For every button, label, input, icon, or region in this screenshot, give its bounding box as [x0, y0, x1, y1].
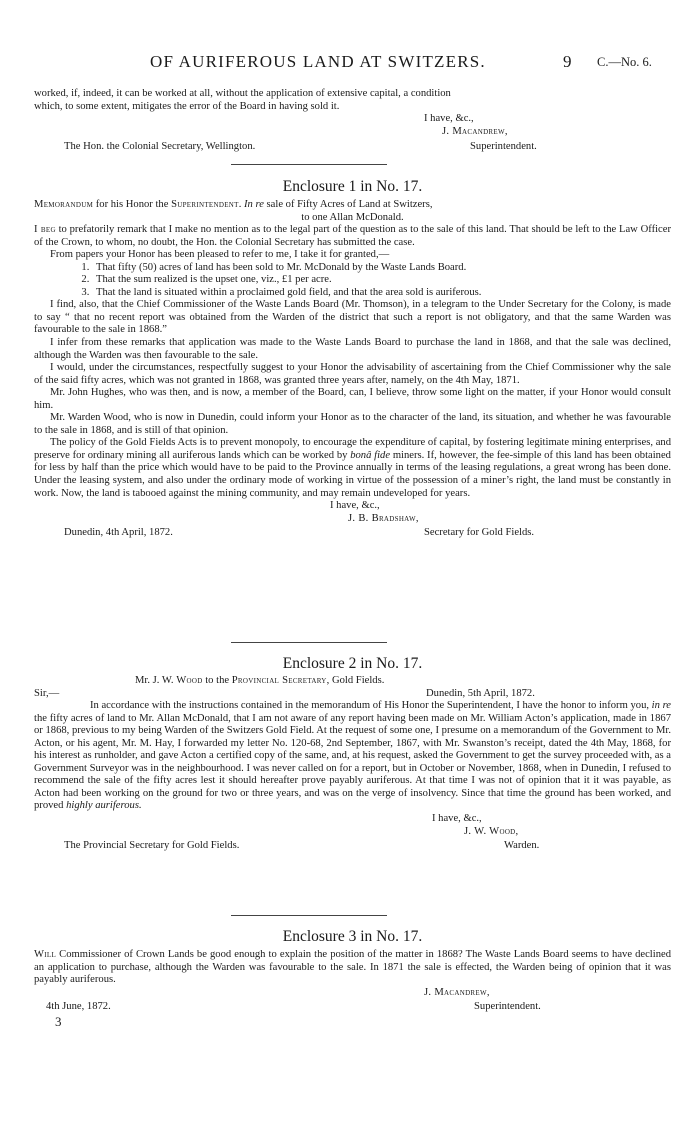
addressee: The Provincial Secretary for Gold Fields.: [64, 840, 240, 852]
paragraph: The policy of the Gold Fields Acts is to prevent monopoly, to encourage the expenditure of capital, by fostering legitimate mining enterprises, and preserve for ordinary mining all auriferous lands which can be worked by bonâ fide miners. If, however, the fee-simple of this land has been obtained for less by half than the price which would have to be paid to the Province annually in terms of the leasing regulations, a great wrong has been done. Under the leasing system, and also under the ordinary mode of working in virtue of the possession of a miner’s right, the land must be constantly in work. Now, the land is tabooed against the mining community, and may remain undeveloped for years.: [34, 437, 671, 499]
section-divider: [231, 642, 387, 643]
place-date: Dunedin, 5th April, 1872.: [426, 687, 535, 699]
signature: J. Macandrew,: [424, 986, 490, 998]
closing: I have, &c.,: [330, 500, 380, 512]
paragraph: I would, under the circumstances, respectfully suggest to your Honor the advisability of ascertaining from the Chief Commissioner why the sale of the said fifty acres, which was not granted in 1868, was granted three years after, namely, on the 4th May, 1871.: [34, 362, 671, 386]
signer-title: Superintendent.: [470, 141, 537, 153]
section-divider: [231, 915, 387, 916]
text-line: worked, if, indeed, it can be worked at all, without the application of extensive capital, a condition: [34, 88, 451, 99]
list-item: 3. That the land is situated within a proclaimed gold field, and that the area sold is auriferous.: [92, 287, 671, 300]
enclosure-2: [34, 655, 671, 853]
running-title: OF AURIFEROUS LAND AT SWITZERS.: [150, 52, 486, 71]
enclosure-heading: Enclosure 1 in No. 17.: [282, 178, 423, 195]
sheet-signature-mark: 3: [55, 1013, 62, 1029]
running-header: [0, 52, 700, 76]
list-item: 2. That the sum realized is the upset one, viz., £1 per acre.: [92, 274, 671, 287]
signer-title: Secretary for Gold Fields.: [424, 527, 535, 539]
signer-title: Warden.: [504, 840, 540, 852]
signature: J. W. Wood,: [464, 825, 519, 837]
paragraph: Mr. John Hughes, who was then, and is now, a member of the Board, can, I believe, throw some light on the matter, if your Honor would consult him.: [34, 387, 671, 411]
paragraph: In accordance with the instructions contained in the memorandum of His Honor the Superintendent, I have the honor to inform you, in re the fifty acres of land to Mr. Allan McDonald, that I am not aware of any report having been made on Mr. William Acton’s application, made in 1867 or 1868, previous to my being Warden of the Switzers Gold Field. At the request of some one, I presume on a memorandum of the Government to Mr. Acton, or his agent, Mr. M. Hay, I forwarded my letter No. 120-68, 2nd September, 1867, with Mr. Swanston’s receipt, dated the 4th May, 1868, for his interest as runholder, and gave Acton a certified copy of the same, and, at his request, asked the Government to get the survey proceeded with, as a Government Surveyor was in the neighbourhood. I was never called on for a report, but in October or November, 1868, when in Dunedin, I refused to recommend the sale of the fifty acres lest it should hereafter prove payably auriferous. At that time I was not of opinion that it it was payable, as Acton had been working on the ground for two or three years, and was on the verge of insolvency. Since that time the ground has been worked, and proved highly auriferous.: [34, 700, 671, 812]
memo-title-line2: to one Allan McDonald.: [301, 211, 404, 223]
paragraph: Will Commissioner of Crown Lands be good enough to explain the position of the matter in 1868? The Waste Lands Board seems to have declined an application to purchase, although the Warden was favourable to the sale. In 1871 the sale is effected, the Warden being of opinion that it was payably auriferous.: [34, 949, 671, 986]
paragraph: I find, also, that the Chief Commissioner of the Waste Lands Board (Mr. Thomson), in a telegram to the Under Secretary for the Colony, is made to say “ that no recent report was obtained from the Warden of the district that such a report is not obligatory, and that the same Warden was favourable to the sale in 1868.”: [34, 299, 671, 336]
paragraph: I beg to prefatorily remark that I make no mention as to the legal part of the question as to the sale of this land. That should be left to the Law Officer of the Crown, to whom, no doubt, the Hon. the Colonial Secretary has submitted the case.: [34, 224, 671, 248]
enclosure-heading: Enclosure 2 in No. 17.: [282, 655, 423, 672]
place-date: Dunedin, 4th April, 1872.: [64, 527, 173, 539]
paragraph: From papers your Honor has been pleased to refer to me, I take it for granted,—: [50, 249, 390, 261]
date: 4th June, 1872.: [46, 1001, 111, 1013]
closing: I have, &c.,: [424, 113, 474, 125]
memo-title: Memorandum for his Honor the Superintendent. In re sale of Fifty Acres of Land at Switzers,: [34, 199, 433, 210]
text-line: which, to some extent, mitigates the error of the Board in having sold it.: [34, 100, 340, 112]
numbered-list: [34, 262, 671, 300]
list-item: 1. That fifty (50) acres of land has been sold to Mr. McDonald by the Waste Lands Board.: [92, 262, 671, 275]
signature: J. Macandrew,: [442, 125, 508, 137]
section-divider: [231, 164, 387, 165]
addressee: The Hon. the Colonial Secretary, Wellington.: [64, 141, 256, 153]
letter-subtitle: Mr. J. W. Wood to the Provincial Secretary, Gold Fields.: [135, 675, 385, 686]
enclosure-1: [34, 178, 671, 540]
signature: J. B. Bradshaw,: [348, 512, 419, 524]
paragraph: I infer from these remarks that application was made to the Waste Lands Board to purchase the land in 1868, and that the sale was declined, although the Warden was then favourable to the sale.: [34, 337, 671, 361]
document-reference: C.—No. 6.: [597, 55, 652, 69]
previous-letter-end: [34, 88, 671, 154]
page-number: 9: [563, 52, 572, 71]
enclosure-3: [34, 928, 671, 1028]
enclosure-heading: Enclosure 3 in No. 17.: [282, 928, 423, 945]
closing: I have, &c.,: [432, 813, 482, 825]
salutation: Sir,—: [34, 687, 60, 699]
signer-title: Superintendent.: [474, 1001, 541, 1013]
paragraph: Mr. Warden Wood, who is now in Dunedin, could inform your Honor as to the character of the land, its situation, and whether he was favourable to the sale in 1868, and is still of that opinion.: [34, 412, 671, 436]
